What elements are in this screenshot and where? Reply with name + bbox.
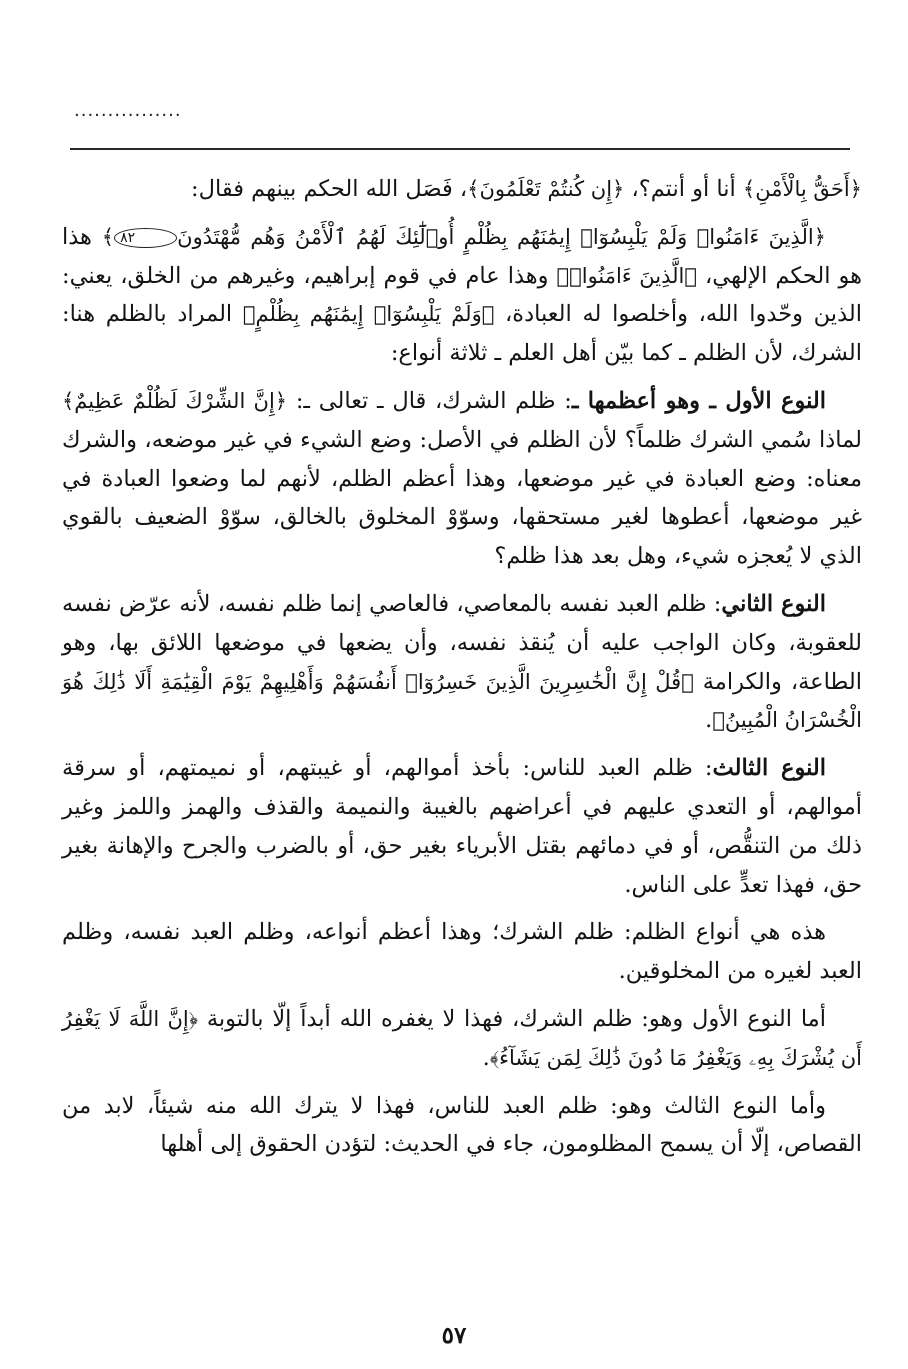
quran-verse: ﴿إِنَّ اللَّهَ لَا يَغْفِرُ أَن يُشْرَكَ بِهِۦ وَيَغْفِرُ مَا دُونَ ذَٰلِكَ لِمَن يَشَآءُ﴾ <box>62 1006 862 1070</box>
paragraph-4 <box>62 585 862 740</box>
paragraph-1 <box>62 170 862 209</box>
paragraph-8 <box>62 1087 862 1165</box>
text: : ظلم الشرك، قال ـ تعالى ـ: <box>287 387 572 414</box>
text: . <box>705 707 713 734</box>
text: أنا أو أنتم؟، <box>624 176 743 202</box>
text: . <box>482 1044 490 1071</box>
paragraph-2 <box>62 218 862 373</box>
text: لماذا سُمي الشرك ظلماً؟ لأن الظلم في الأصل: وضع الشيء في غير موضعه، والشرك معناه: وضع العبادة في غير موضعها، وهذا أعظم الظلم، لأنهم لما وضعوا العبادة في غير موضعها، أعطوها لغير مستحقها، وسوّوْ المخلوق بالخالق، سوّوْ الضعيف بالقوي الذي لا يُعجزه شيء، وهل بعد هذا ظلم؟ <box>62 426 862 570</box>
quran-verse: ﴿الَّذِينَ ءَامَنُوا۟ وَلَمْ يَلْبِسُوٓا۟ إِيمَٰنَهُم بِظُلْمٍ أُو۟لَٰٓئِكَ لَهُمُ ٱلْأَمْنُ وَهُم مُّهْتَدُونَ <box>177 224 826 249</box>
quran-verse: ﴿إِنَّ الشِّرْكَ لَظُلْمٌ عَظِيمٌ﴾ <box>62 388 288 413</box>
paragraph-7 <box>62 1000 862 1078</box>
quran-verse: ﴿أَحَقُّ بِالْأَمْنِ﴾ <box>742 177 862 201</box>
quran-verse: ﴿إِن كُنتُمْ تَعْلَمُونَ﴾ <box>467 177 625 201</box>
text: هذه هي أنواع الظلم: ظلم الشرك؛ وهذا أعظم أنواعه، وظلم العبد نفسه، وظلم العبد لغيره من المخلوقين. <box>62 919 862 985</box>
header-rule <box>70 148 850 150</box>
quran-verse: ﴿الَّذِينَ ءَامَنُوا۟﴾ <box>556 263 697 288</box>
page-number: ٥٧ <box>441 1322 467 1349</box>
verse-end-bracket: ﴾ <box>101 224 115 249</box>
paragraph-3 <box>62 382 862 576</box>
text: ، فَصَل الله الحكم بينهم فقال: <box>191 176 468 202</box>
quran-verse: ﴿قُلْ إِنَّ الْخَٰسِرِينَ الَّذِينَ خَسِرُوٓا۟ أَنفُسَهُمْ وَأَهْلِيهِمْ يَوْمَ الْقِيَٰمَةِ أَلَا ذَٰلِكَ هُوَ الْخُسْرَانُ الْمُبِينُ﴾ <box>62 669 862 733</box>
quran-verse: ﴿وَلَمْ يَلْبِسُوٓا۟ إِيمَٰنَهُم بِظُلْمٍ﴾ <box>242 302 495 327</box>
section-heading: النوع الأول ـ وهو أعظمها ـ <box>571 387 826 414</box>
text: : ظلم العبد نفسه بالمعاصي، فالعاصي إنما ظلم نفسه، لأنه عرّض نفسه للعقوبة، وكان الواجب عليه أن يُنقذ نفسه، وأن يضعها في موضعها اللائق بها، وهو الطاعة، والكرامة <box>62 590 862 695</box>
text: وأما النوع الثالث وهو: ظلم العبد للناس، فهذا لا يترك الله منه شيئاً، لابد من القصاص، إلّا أن يسمح المظلومون، جاء في الحديث: لتؤدن الحقوق إلى أهلها <box>62 1092 862 1158</box>
verse-number: ٨٢ <box>114 228 177 248</box>
text: أما النوع الأول وهو: ظلم الشرك، فهذا لا يغفره الله أبداً إلّا بالتوبة <box>198 1005 826 1032</box>
page-body <box>62 170 862 1173</box>
section-heading: النوع الثاني <box>721 590 827 617</box>
text: المراد بالظلم هنا: الشرك، لأن الظلم ـ كما بيّن أهل العلم ـ ثلاثة أنواع: <box>62 301 862 367</box>
text: وهذا عام في قوم إبراهيم، وغيرهم من الخلق، يعني: الذين وحّدوا الله، وأخلصوا له العبادة، <box>62 262 862 328</box>
paragraph-5 <box>62 749 862 904</box>
text: هذا هو الحكم الإلهي، <box>62 223 862 289</box>
text: : ظلم العبد للناس: بأخذ أموالهم، أو غيبتهم، أو نميمتهم، أو سرقة أموالهم، أو التعدي عليهم في أعراضهم بالغيبة والنميمة والقذف والهمز واللمز وغير ذلك من التنقُّص، أو في دمائهم بقتل الأبرياء بغير حق، أو بالضرب والجرح والإهانة بغير حق، فهذا تعدٍّ على الناس. <box>62 755 862 898</box>
section-heading: النوع الثالث <box>712 755 826 782</box>
header-dots: ................ <box>74 100 182 121</box>
paragraph-6 <box>62 913 862 991</box>
